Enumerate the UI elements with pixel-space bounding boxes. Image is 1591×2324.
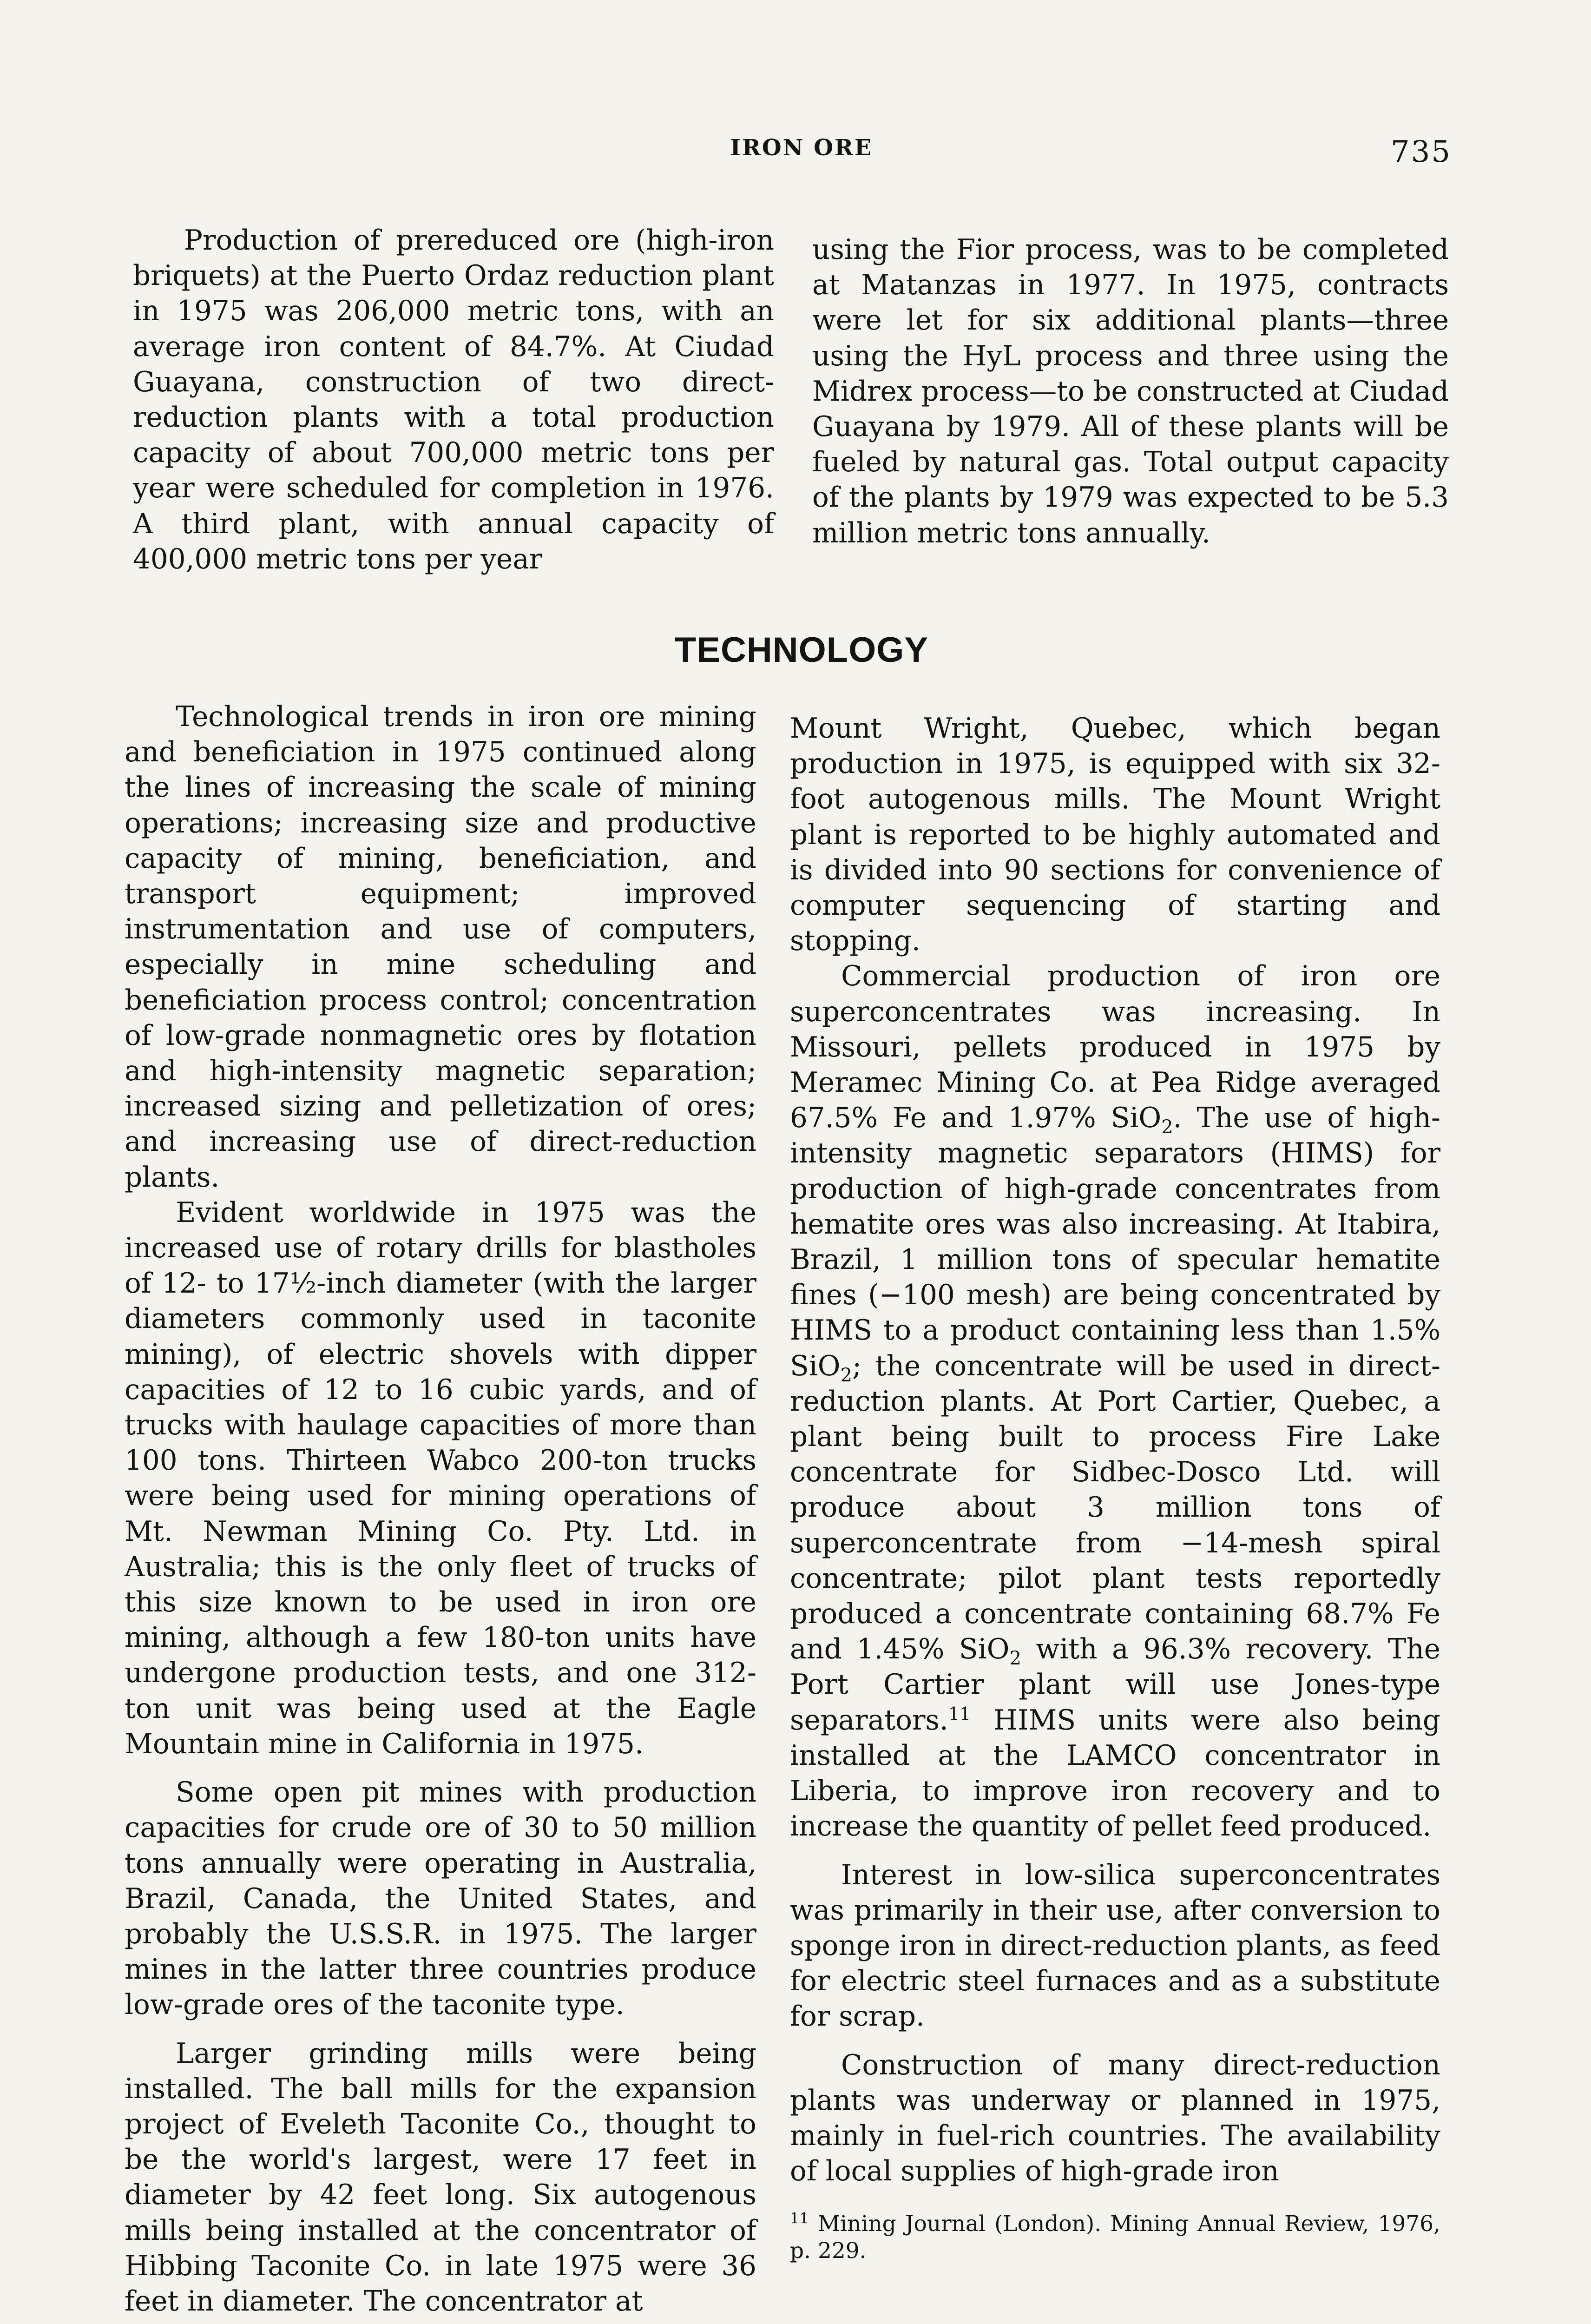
paragraph [790, 959, 1440, 1844]
section-heading: TECHNOLOGY [674, 630, 929, 670]
running-title: IRON ORE [730, 135, 873, 161]
footnote-text: Mining Journal (London). Mining Annual Review, 1976, p. 229. [790, 2211, 1440, 2264]
paragraph: Some open pit mines with production capacities for crude ore of 30 to 50 million tons annually were operating in Australia, Brazil, Canada, the United States, and probably the U.S.S.R. in 1975. The larger mines in the latter three countries produce low-grade ores of the taconite type. [125, 1776, 756, 2021]
text-run: Commercial production of iron ore superconcentrates was increasing. In Missouri, pellets produced in 1975 by Meramec Mining Co. at Pea Ridge averaged 67.5% Fe and 1.97% SiO [790, 960, 1440, 1135]
paragraph: Mount Wright, Quebec, which began production in 1975, is equipped with six 32-foot autogenous mills. The Mount Wright plant is reported to be highly automated and is divided into 90 sections for convenience of computer sequencing of starting and stopping. [790, 713, 1440, 957]
footnote [790, 2211, 1440, 2265]
paragraph: Production of prereduced ore (high-iron briquets) at the Puerto Ordaz reduction plant in 1975 was 206,000 metric tons, with an average iron content of 84.7%. At Ciudad Guayana, construction of two direct-reduction plants with a total production capacity of about 700,000 metric tons per year were scheduled for completion in 1976. A third plant, with annual capacity of 400,000 metric tons per year [133, 224, 774, 575]
top-right-column [812, 232, 1449, 551]
top-left-column [133, 223, 774, 577]
subscript: 2 [1161, 1116, 1173, 1138]
text-run: ; the concentrate will be used in direct-reduction plants. At Port Cartier, Quebec, a plant being built to process Fire Lake concentrate for Sidbec-Dosco Ltd. will produce about 3 million tons of superconcentrate from −14-mesh spiral concentrate; pilot plant tests reportedly produced a concentrate containing 68.7% Fe and 1.45% SiO [790, 1350, 1440, 1666]
text-run: . The use of high-intensity magnetic separators (HIMS) for production of high-grade concentrates from hematite ores was also increasing. At Itabira, Brazil, 1 million tons of specular hematite fines (−100 mesh) are being concentrated by HIMS to a product containing less than 1.5% SiO [790, 1102, 1440, 1382]
left-column [125, 700, 756, 2319]
footnote-marker: 11 [790, 2209, 809, 2227]
paragraph: Technological trends in iron ore mining and beneficiation in 1975 continued along the lines of increasing the scale of mining operations; increasing size and productive capacity of mining, beneficiation, and transport equipment; improved instrumentation and use of computers, especially in mine scheduling and beneficiation process control; concentration of low-grade nonmagnetic ores by flotation and high-intensity magnetic separation; increased sizing and pelletization of ores; and increasing use of direct-reduction plants. [125, 701, 756, 1194]
paragraph: Interest in low-silica superconcentrates was primarily in their use, after conversion to sponge iron in direct-reduction plants, as feed for electric steel furnaces and as a substitute for scrap. [790, 1859, 1440, 2033]
footnote-reference: 11 [948, 1703, 971, 1724]
paragraph: using the Fior process, was to be completed at Matanzas in 1977. In 1975, contracts were let for six additional plants—three using the HyL process and three using the Midrex process—to be constructed at Ciudad Guayana by 1979. All of these plants will be fueled by natural gas. Total output capacity of the plants by 1979 was expected to be 5.3 million metric tons annually. [812, 234, 1449, 549]
paragraph: Evident worldwide in 1975 was the increased use of rotary drills for blastholes of 12- to 17½-inch diameter (with the larger diameters commonly used in taconite mining), of electric shovels with dipper capacities of 12 to 16 cubic yards, and of trucks with haulage capacities of more than 100 tons. Thirteen Wabco 200-ton trucks were being used for mining operations of Mt. Newman Mining Co. Pty. Ltd. in Australia; this is the only fleet of trucks of this size known to be used in iron ore mining, although a few 180-ton units have undergone production tests, and one 312-ton unit was being used at the Eagle Mountain mine in California in 1975. [125, 1196, 756, 1760]
text-run: with a 96.3% recovery. The Port Cartier plant will use Jones-type separators. [790, 1633, 1440, 1736]
paragraph: Larger grinding mills were being installed. The ball mills for the expansion project of Eveleth Taconite Co., thought to be the world's largest, were 17 feet in diameter by 42 feet long. Six autogenous mills being installed at the concentrator of Hibbing Taconite Co. in late 1975 were 36 feet in diameter. The concentrator at [125, 2037, 756, 2317]
text-run: HIMS units were also being installed at the LAMCO concentrator in Liberia, to improve iron recovery and to increase the quantity of pellet feed produced. [790, 1704, 1440, 1843]
right-column [790, 711, 1440, 2265]
paragraph: Construction of many direct-reduction plants was underway or planned in 1975, mainly in fuel-rich countries. The availability of local supplies of high-grade iron [790, 2049, 1440, 2188]
subscript: 2 [840, 1364, 853, 1386]
subscript: 2 [1009, 1648, 1021, 1670]
page-number: 735 [1390, 135, 1452, 169]
